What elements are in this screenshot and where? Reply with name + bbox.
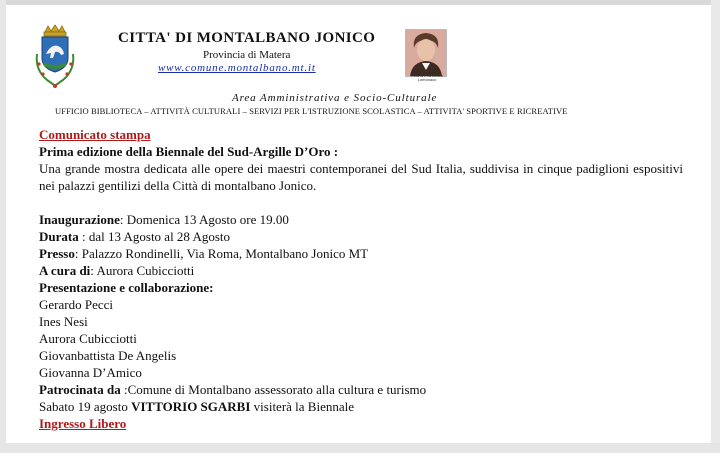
opening-row	[39, 211, 683, 228]
press-release-title: Comunicato stampa	[39, 127, 151, 142]
portrait-image	[405, 29, 447, 77]
offices-list: UFFICIO BIBLIOTECA – ATTIVITÀ CULTURALI – SERVIZI PER L'ISTRUZIONE SCOLASTICA – ATTIVITA' SPORTIVE E RICREATIVE	[55, 106, 568, 116]
province: Provincia di Matera	[203, 49, 291, 61]
website-link[interactable]: www.comune.montalbano.mt.it	[158, 62, 316, 74]
patronage-value: :Comune di Montalbano assessorato alla cultura e turismo	[120, 382, 427, 397]
curator-label: A cura di	[39, 263, 91, 278]
duration-value: : dal 13 Agosto al 28 Agosto	[78, 229, 231, 244]
presentation-row	[39, 279, 683, 296]
presentation-label: Presentazione e collaborazione	[39, 280, 210, 295]
right-border	[711, 0, 720, 453]
admission-label: Ingresso Libero	[39, 416, 127, 431]
left-border	[0, 0, 6, 453]
collaborator-item: Aurora Cubicciotti	[39, 331, 137, 346]
patronage-label: Patrocinata da	[39, 382, 121, 397]
venue-row	[39, 245, 683, 262]
description: Una grande mostra dedicata alle opere dei maestri contemporanei del Sud Italia, suddivisa in cinque padiglioni espositivi nei palazzi gentilizi della Città di montalbano Jonico.	[39, 161, 683, 193]
portrait-icon	[406, 30, 446, 76]
duration-row	[39, 228, 683, 245]
curator-value: : Aurora Cubicciotti	[90, 263, 195, 278]
press-release-body	[39, 126, 683, 432]
visit-prefix: Sabato 19 agosto	[39, 399, 132, 414]
venue-value: : Palazzo Rondinelli, Via Roma, Montalbano Jonico MT	[74, 246, 369, 261]
spacer	[39, 194, 683, 211]
city-name: CITTA' DI MONTALBANO JONICO	[118, 30, 376, 46]
department-area: Area Amministrativa e Socio-Culturale	[232, 92, 438, 104]
venue-label: Presso	[39, 246, 75, 261]
opening-label: Inaugurazione	[39, 212, 120, 227]
opening-value: : Domenica 13 Agosto ore 19.00	[119, 212, 289, 227]
visit-name: VITTORIO SGARBI	[131, 399, 251, 414]
top-border	[0, 0, 720, 5]
collaborator-item: Giovanbattista De Angelis	[39, 348, 177, 363]
presentation-colon: :	[209, 280, 214, 295]
visit-row	[39, 398, 683, 415]
bottom-border	[0, 443, 720, 453]
collaborator-item: Ines Nesi	[39, 314, 88, 329]
curator-row	[39, 262, 683, 279]
collaborator-item: Gerardo Pecci	[39, 297, 113, 312]
coat-of-arms-icon	[31, 24, 79, 90]
portrait-caption: Città di Francesco Lomonaco	[410, 73, 444, 82]
collaborator-item: Giovanna D’Amico	[39, 365, 142, 380]
visit-suffix: visiterà la Biennale	[250, 399, 355, 414]
headline: Prima edizione della Biennale del Sud-Argille D’Oro :	[39, 144, 339, 159]
patronage-row	[39, 381, 683, 398]
duration-label: Durata	[39, 229, 79, 244]
